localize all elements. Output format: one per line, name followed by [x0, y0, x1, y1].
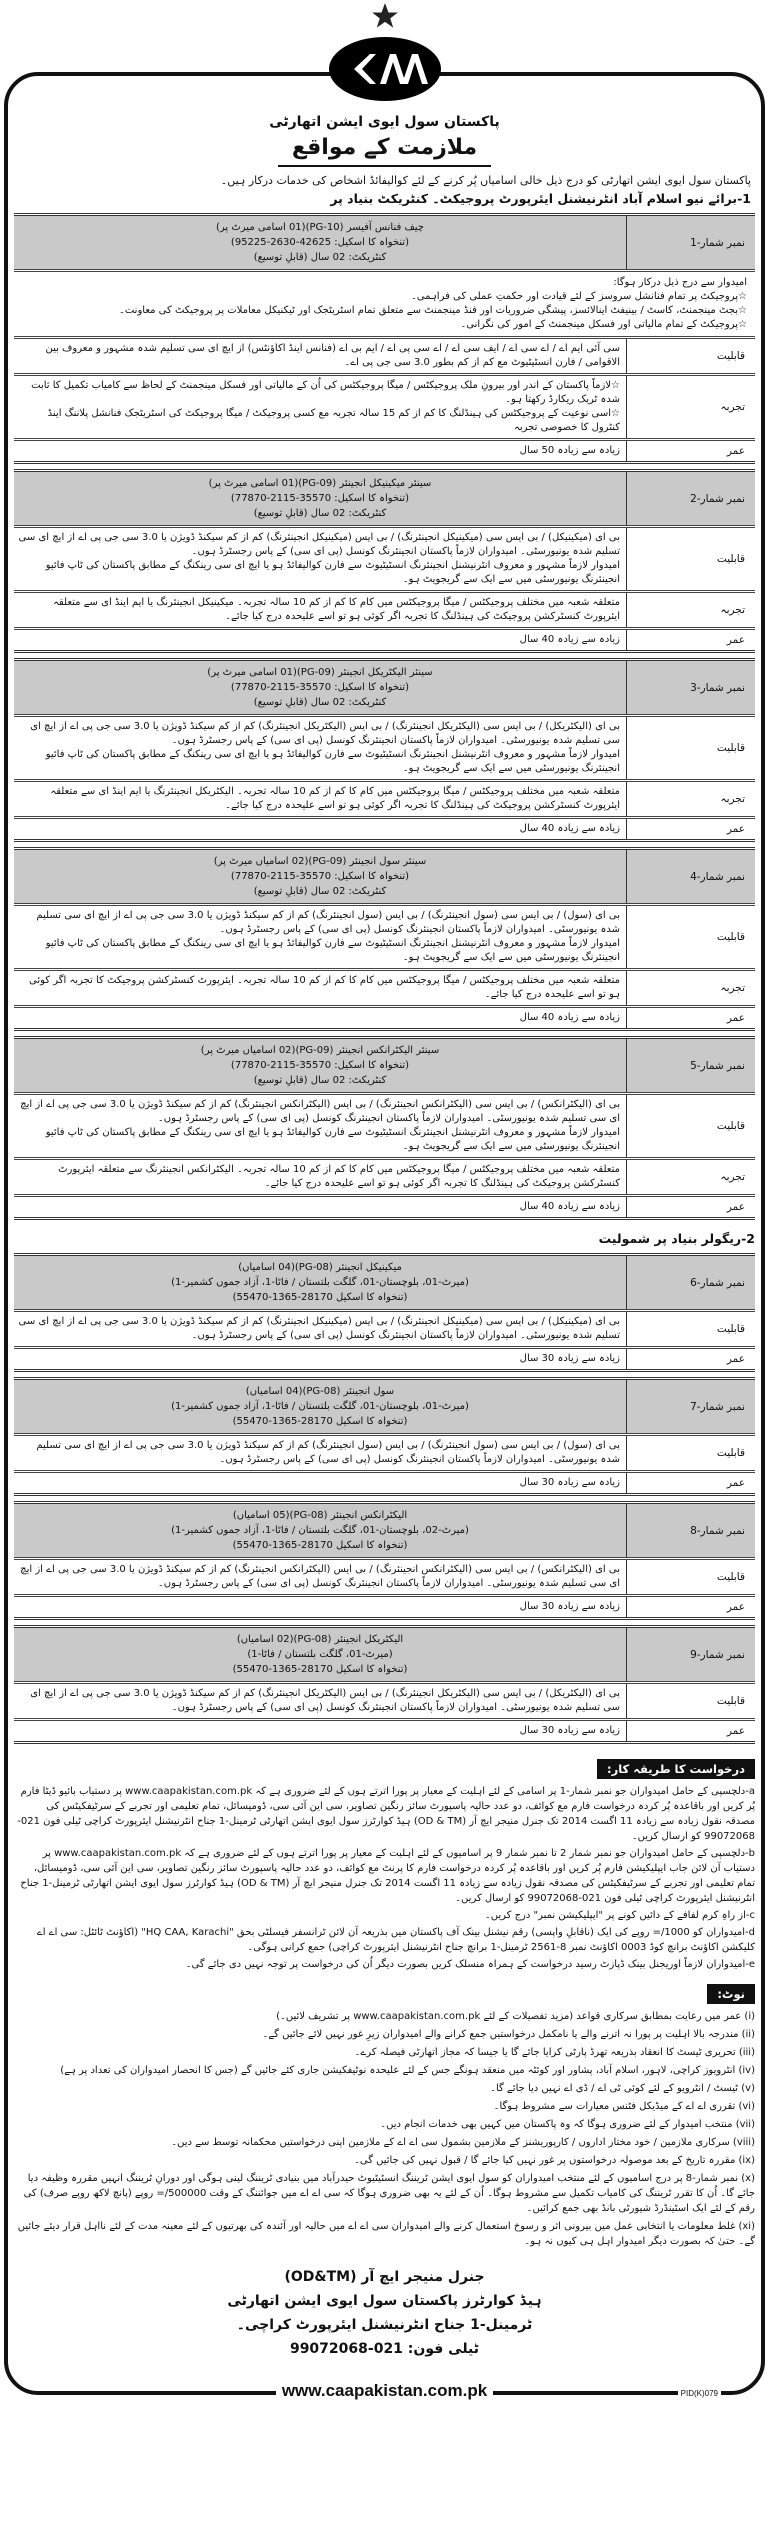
post-header: [14, 1256, 755, 1309]
notes-item: (vii) منتخب امیدوار کے لئے ضروری ہوگا کہ وہ پاکستان میں کہیں بھی خدمات انجام دیں۔: [380, 2119, 755, 2130]
qualification-row-value: [14, 1436, 626, 1470]
age-label: عمر: [626, 1008, 755, 1028]
qualification-label: قابلیت: [626, 717, 755, 779]
age-label: عمر: [626, 441, 755, 461]
qualification-row-line: سی آئی ایم اے / اے سی اے / ایف سی اے / اے سی پی اے / ایم بی اے (فنانس اینڈ اکاؤنٹس) از ایچ ای سی تسلیم شدہ مشہور و معروف بین الاقوامی / فارن انسٹیٹیوٹ مع کم از کم بطور 3.0 سی جی پی اے۔: [45, 343, 620, 368]
qualification-label: قابلیت: [626, 906, 755, 968]
age-value: زیادہ سے زیادہ 40 سال: [519, 1012, 620, 1023]
duty-line: امیدوار سے درج ذیل درکار ہوگا:: [613, 277, 747, 288]
post-header: [14, 1504, 755, 1557]
post-header-line: سول انجینئر (PG-08)(04 اسامیاں): [245, 1386, 395, 1397]
age-row: [14, 1470, 755, 1493]
post-header-line: (تنخواہ کا اسکیل 28170-1365-55470): [232, 1540, 408, 1551]
post-header-line: سینئر میکینیکل انجینئر (PG-09)(01 اسامی میرٹ پر): [208, 478, 432, 489]
post-number: نمبر شمار-9: [626, 1628, 755, 1681]
age-row: [14, 1005, 755, 1028]
content: [14, 213, 755, 2361]
post-header-value: [14, 216, 626, 269]
experience-label: تجربہ: [626, 971, 755, 1005]
organization-name: پاکستان سول ایوی ایشن اتھارٹی: [269, 114, 500, 130]
experience-label: تجربہ: [626, 1160, 755, 1194]
notes-item: (xi) غلط معلومات یا انتخابی عمل میں بیرونی اثر و رسوخ استعمال کرنے والے امیدواران سی اے اے میں حالیہ اور آئندہ کی بھرتیوں کے لئے معینہ مدت کے لئے نااہل قرار دیئے جائیں گے۔ حتیٰ کہ بصورت دیگر امیدوار اہل ہی کیوں نہ ہو۔: [17, 2221, 755, 2247]
job-post: [14, 1501, 755, 1620]
age-value: زیادہ سے زیادہ 30 سال: [519, 1477, 620, 1488]
qualification-row: [14, 1681, 755, 1718]
age-label: عمر: [626, 1473, 755, 1493]
qualification-label: قابلیت: [626, 1095, 755, 1157]
qualification-row-line: بی ای (الیکٹریکل) / بی ایس سی (الیکٹریکل انجینئرنگ) / بی ایس (الیکٹریکل انجینئرنگ) کم از کم سیکنڈ ڈویژن یا 3.0 سی جی پی اے از ایچ ای سی تسلیم شدہ یونیورسٹی۔ امیدواران لازماً پاکستان انجینئرنگ کونسل (پی ای سی) کے پاس رجسٹرڈ ہوں۔: [30, 1688, 620, 1713]
age-label: عمر: [626, 630, 755, 650]
post-header-line: (میرٹ-02، بلوچستان-01، گلگت بلتستان / فاٹا-1، آزاد جموں کشمیر-1): [171, 1525, 469, 1536]
age-label: عمر: [626, 1597, 755, 1617]
qualification-label: قابلیت: [626, 1312, 755, 1346]
post-header: [14, 216, 755, 269]
experience-row-value: [14, 1160, 626, 1194]
signature-line: ٹرمینل-1 جناح انٹرنیشنل ایئرپورٹ کراچی۔: [236, 2317, 533, 2333]
age-value: زیادہ سے زیادہ 40 سال: [519, 1201, 620, 1212]
post-header-line: (تنخواہ کا اسکیل: 35570-2115-77870): [230, 1060, 410, 1071]
post-header: [14, 1039, 755, 1092]
age-row: [14, 1718, 755, 1741]
experience-row-line: متعلقہ شعبہ میں مختلف پروجیکٹس / میگا پروجیکٹس میں کام کا کم از کم 10 سالہ تجربہ۔ الیکٹرانکس انجینئرنگ سے متعلقہ ایئرپورٹ کنسٹرکشن پروجیکٹ کی ہینڈلنگ کا تجربہ اگر کوئی ہو تو اسے علیحدہ درج کیا جائے۔: [58, 1164, 620, 1189]
notes-section: [14, 1974, 755, 2249]
star-icon: [371, 2, 399, 30]
notes-item: (i) عمر میں رعایت بمطابق سرکاری قواعد (مزید تفصیلات کے لئے www.caapakistan.com.pk پر تشریف لائیں۔): [276, 2011, 755, 2022]
section-2-title: 2-ریگولر بنیاد پر شمولیت: [598, 1231, 755, 1246]
post-header-line: چیف فنانس آفیسر (PG-10)(01 اسامی میرٹ پر): [215, 222, 424, 233]
post-header-line: الیکٹریکل انجینئر (PG-08)(02 اسامیاں): [236, 1634, 404, 1645]
intro-text: پاکستان سول ایوی ایشن اتھارٹی کو درج ذیل خالی اسامیاں پُر کرنے کے لئے کوالیفائڈ اشخاص کی خدمات درکار ہیں۔: [220, 174, 751, 187]
job-post: [14, 213, 755, 464]
post-header-line: (تنخواہ کا اسکیل: 35570-2115-77870): [230, 493, 410, 504]
experience-row-line: متعلقہ شعبہ میں مختلف پروجیکٹس / میگا پروجیکٹس میں کام کا کم از کم 10 سالہ تجربہ۔ ایئرپورٹ کنسٹرکشن پروجیکٹ کا تجربہ اگر کوئی ہو تو اسے علیحدہ درج کیا جائے۔: [28, 975, 620, 1000]
qualification-row-line: امیدوار لازماً مشہور و معروف انٹرنیشنل انجینئرنگ انسٹیٹیوٹ سے فارن کوالیفائڈ ہو یا ایچ ای سی رینکنگ کے مطابق پاکستان کی ٹاپ فائیو انجینئرنگ یونیورسٹی میں سے ایک سے گریجویٹ ہو۔: [45, 749, 620, 774]
job-post: [14, 1036, 755, 1220]
experience-row-line: متعلقہ شعبہ میں مختلف پروجیکٹس / میگا پروجیکٹس میں کام کا کم از کم 10 سالہ تجربہ۔ الیکٹریکل انجینئرنگ یا ایم اینڈ ای سے متعلقہ ایئرپورٹ کنسٹرکشن پروجیکٹ کی ہینڈلنگ کا تجربہ اگر کوئی ہو تو اسے علیحدہ درج کیا جائے۔: [50, 786, 620, 811]
experience-row: [14, 1157, 755, 1194]
qualification-row-line: بی ای (الیکٹرانکس) / بی ایس سی (الیکٹرانکس انجینئرنگ) / بی ایس (الیکٹرانکس انجینئرنگ) کم از کم سیکنڈ ڈویژن یا 3.0 سی جی پی اے از ایچ ای سی تسلیم شدہ یونیورسٹی۔ امیدواران لازماً پاکستان انجینئرنگ کونسل (پی ای سی) کے پاس رجسٹرڈ ہوں۔: [20, 1099, 620, 1124]
age-label: عمر: [626, 1349, 755, 1369]
qualification-row-value: [14, 906, 626, 968]
qualification-row-line: بی ای (سول) / بی ایس سی (سول انجینئرنگ) / بی ایس (سول انجینئرنگ) کم از کم سیکنڈ ڈویژن یا 3.0 سی جی پی اے از ایچ ای سی تسلیم شدہ یونیورسٹی۔ امیدواران لازماً پاکستان انجینئرنگ کونسل (پی ای سی) کے پاس رجسٹرڈ ہوں۔: [36, 1440, 620, 1465]
experience-row: [14, 779, 755, 816]
post-header-line: میکینیکل انجینئر (PG-08)(04 اسامیاں): [238, 1262, 402, 1273]
application-heading: درخواست کا طریقہ کار:: [597, 1759, 755, 1779]
experience-row: [14, 968, 755, 1005]
qualification-row-value: [14, 1684, 626, 1718]
age-row: [14, 1194, 755, 1217]
post-header-line: (میرٹ-01، گلگت بلتستان / فاٹا-1): [247, 1649, 393, 1660]
notes-item: (x) نمبر شمار-8 پر درج اسامیوں کے لئے منتخب امیدواران کو سول ایوی ایشن ٹریننگ انسٹیٹیوٹ حیدرآباد میں بنیادی ٹریننگ لینی ہوگی اور دورانِ ٹریننگ انہیں مقررہ وظیفہ دیا جائے گا۔ اُن کا تقرر ٹریننگ کی کامیاب تکمیل سے مشروط ہوگا۔ اُن کے لئے یہ بھی ضروری ہوگا کہ سی اے اے میں جوائننگ کے وقت 500000/= روپے (پانچ لاکھ روپے صرف) کی رقم کے لئے ایک اسٹینڈرڈ شیورٹی بانڈ بھی جمع کرائیں۔: [23, 2173, 755, 2214]
notes-item: (v) ٹیسٹ / انٹرویو کے لئے کوئی ٹی اے / ڈی اے نہیں دیا جائے گا۔: [490, 2083, 755, 2094]
qualification-row-line: امیدوار لازماً مشہور و معروف انٹرنیشنل انجینئرنگ انسٹیٹیوٹ سے فارن کوالیفائڈ ہو یا ایچ ای سی رینکنگ کے مطابق پاکستان کی ٹاپ فائیو انجینئرنگ یونیورسٹی میں سے ایک سے گریجویٹ ہو۔: [45, 560, 620, 585]
experience-row: [14, 590, 755, 627]
post-header-line: سینئر سول انجینئر (PG-09)(02 اسامیاں میرٹ پر): [213, 856, 427, 867]
post-header: [14, 1628, 755, 1681]
post-header-value: [14, 661, 626, 714]
qualification-label: قابلیت: [626, 1436, 755, 1470]
qualification-row-line: بی ای (الیکٹرانکس) / بی ایس سی (الیکٹرانکس انجینئرنگ) / بی ایس (الیکٹرانکس انجینئرنگ) کم از کم سیکنڈ ڈویژن یا 3.0 سی جی پی اے از ایچ ای سی تسلیم شدہ یونیورسٹی۔ امیدواران لازماً پاکستان انجینئرنگ کونسل (پی ای سی) کے پاس رجسٹرڈ ہوں۔: [20, 1564, 620, 1589]
post-header-value: [14, 472, 626, 525]
experience-row-value: [14, 782, 626, 816]
post-header-line: (میرٹ-01، بلوچستان-01، گلگت بلتستان / فاٹا-1، آزاد جموں کشمیر-1): [171, 1401, 469, 1412]
age-label: عمر: [626, 1197, 755, 1217]
qualification-row-line: بی ای (میکینیکل) / بی ایس سی (میکینیکل انجینئرنگ) / بی ایس (میکینیکل انجینئرنگ) کم از کم سیکنڈ ڈویژن یا 3.0 سی جی پی اے از ایچ ای سی تسلیم شدہ یونیورسٹی۔ امیدواران لازماً پاکستان انجینئرنگ کونسل (پی ای سی) کے پاس رجسٹرڈ ہوں۔: [18, 1316, 620, 1341]
post-header-line: (میرٹ-01، بلوچستان-01، گلگت بلتستان / فاٹا-1، آزاد جموں کشمیر-1): [171, 1277, 469, 1288]
age-value: زیادہ سے زیادہ 50 سال: [519, 445, 620, 456]
age-value: زیادہ سے زیادہ 40 سال: [519, 634, 620, 645]
post-header-line: کنٹریکٹ: 02 سال (قابلِ توسیع): [253, 886, 387, 897]
qualification-row: [14, 1557, 755, 1594]
duty-line: ☆پروجیکٹ پر تمام فنانشل سروسز کے لئے قیادت اور حکمتِ عملی کی فراہمی۔: [410, 291, 747, 302]
signature-line: ٹیلی فون: 021-99072068: [289, 2341, 480, 2357]
job-post: [14, 469, 755, 653]
application-item: d-امیدواران کو 1000/= روپے کی ایک (ناقابلِ واپسی) رقم نیشنل بینک آف پاکستان میں بذریعہ آن لائن ٹرانسفر فیسلٹی بحق "HQ CAA, Karachi" (اکاؤنٹ ٹائٹل: سی اے اے کلیکشن اکاؤنٹ برانچ کوڈ 0003 اکاؤنٹ نمبر 8-2561 ٹرمینل-1 برانچ جناح انٹرنیشنل ایئرپورٹ کراچی) جمع کرانی ہوگی۔: [36, 1927, 755, 1953]
post-header-value: [14, 850, 626, 903]
duties: [111, 272, 755, 336]
post-number: نمبر شمار-6: [626, 1256, 755, 1309]
age-label: عمر: [626, 819, 755, 839]
qualification-row: [14, 525, 755, 590]
notes-item: (viii) سرکاری ملازمین / خود مختار اداروں / کارپوریشنز کے ملازمین بشمول سی اے اے کے ملازمین اپنی درخواستیں محکمانہ توسط سے دیں۔: [171, 2137, 755, 2148]
page-title: [14, 132, 755, 167]
notes-item: (iii) تحریری ٹیسٹ کا انعقاد بذریعہ تھرڈ پارٹی کرایا جائے گا یا جیسا کہ مجاز اتھارٹی فیصلہ کرے۔: [354, 2047, 755, 2058]
post-number: نمبر شمار-8: [626, 1504, 755, 1557]
post-header-line: (تنخواہ کا اسکیل 28170-1365-55470): [232, 1292, 408, 1303]
job-post: [14, 847, 755, 1031]
age-row: [14, 816, 755, 839]
title-text: ملازمت کے مواقع: [278, 132, 491, 167]
qualification-row-line: بی ای (الیکٹریکل) / بی ایس سی (الیکٹریکل انجینئرنگ) / بی ایس (الیکٹریکل انجینئرنگ) کم از کم سیکنڈ ڈویژن یا 3.0 سی جی پی اے از ایچ ای سی تسلیم شدہ یونیورسٹی۔ امیدواران لازماً پاکستان انجینئرنگ کونسل (پی ای سی) کے پاس رجسٹرڈ ہوں۔: [30, 721, 620, 746]
age-value: زیادہ سے زیادہ 40 سال: [519, 823, 620, 834]
page-border: [4, 72, 765, 2400]
post-header-value: [14, 1628, 626, 1681]
qualification-row-line: بی ای (سول) / بی ایس سی (سول انجینئرنگ) / بی ایس (سول انجینئرنگ) کم از کم سیکنڈ ڈویژن یا 3.0 سی جی پی اے از ایچ ای سی تسلیم شدہ یونیورسٹی۔ امیدواران لازماً پاکستان انجینئرنگ کونسل (پی ای سی) کے پاس رجسٹرڈ ہوں۔: [36, 910, 620, 935]
qualification-label: قابلیت: [626, 528, 755, 590]
qualification-row-line: امیدوار لازماً مشہور و معروف انٹرنیشنل انجینئرنگ انسٹیٹیوٹ سے فارن کوالیفائڈ ہو یا ایچ ای سی رینکنگ کے مطابق پاکستان کی ٹاپ فائیو انجینئرنگ یونیورسٹی میں سے ایک سے گریجویٹ ہو۔: [45, 1127, 620, 1152]
qualification-row: [14, 1309, 755, 1346]
application-item: e-امیدواران لازماً اوریجنل بینک ڈپازٹ رسید درخواست کے ہمراہ منسلک کریں بصورت دیگر اُن کی درخواست پر توجہ نہیں دی جائے گی۔: [185, 1959, 755, 1970]
signature-line: ہیڈ کوارٹرز پاکستان سول ایوی ایشن اتھارٹی: [227, 2293, 542, 2309]
experience-row-value: [14, 376, 626, 438]
qualification-row-value: [14, 528, 626, 590]
post-header: [14, 1380, 755, 1433]
duty-line: ☆بجٹ مینجمنٹ، کاسٹ / بینیفٹ اینالائسز، پیشگی ضروریات اور فنڈ مینجمنٹ سے متعلق تمام اسٹریٹجک اور ٹیکنیکل معاملات پر پروجیکٹ کی معاونت۔: [118, 305, 747, 316]
age-row: [14, 438, 755, 461]
notes-item: (ix) مقررہ تاریخ کے بعد موصولہ درخواستوں پر غور نہیں کیا جائے گا / قبول نہیں کی جائیں گی۔: [354, 2155, 755, 2166]
qualification-row-value: [14, 1312, 626, 1346]
qualification-row: [14, 1433, 755, 1470]
qualification-row: [14, 336, 755, 373]
caa-logo: [328, 36, 442, 102]
post-header-line: کنٹریکٹ: 02 سال (قابلِ توسیع): [253, 508, 387, 519]
post-header-value: [14, 1504, 626, 1557]
post-header-line: (تنخواہ کا اسکیل 28170-1365-55470): [232, 1664, 408, 1675]
post-number: نمبر شمار-2: [626, 472, 755, 525]
qualification-row: [14, 1092, 755, 1157]
qualification-row: [14, 903, 755, 968]
post-header-line: الیکٹرانکس انجینئر (PG-08)(05 اسامیاں): [232, 1510, 408, 1521]
experience-label: تجربہ: [626, 782, 755, 816]
age-label: عمر: [626, 1721, 755, 1741]
application-item: c-از راہِ کرم لفافے کے دائیں کونے پر "ایپلیکیشن نمبر" درج کریں۔: [484, 1910, 755, 1921]
age-value: زیادہ سے زیادہ 30 سال: [519, 1725, 620, 1736]
age-value: زیادہ سے زیادہ 30 سال: [519, 1353, 620, 1364]
qualification-row-value: [14, 717, 626, 779]
qualification-label: قابلیت: [626, 1684, 755, 1718]
notes-item: (vi) تقرری اے اے کے میڈیکل فٹنس معیارات سے مشروط ہوگا۔: [493, 2101, 755, 2112]
age-value: زیادہ سے زیادہ 30 سال: [519, 1601, 620, 1612]
job-post: [14, 1377, 755, 1496]
post-header-line: (تنخواہ کا اسکیل: 42625-2630-95225): [230, 237, 410, 248]
qualification-row: [14, 714, 755, 779]
post-header-line: (تنخواہ کا اسکیل: 35570-2115-77870): [230, 871, 410, 882]
post-number: نمبر شمار-1: [626, 216, 755, 269]
post-number: نمبر شمار-3: [626, 661, 755, 714]
experience-row-value: [14, 593, 626, 627]
post-header-value: [14, 1039, 626, 1092]
qualification-row-line: امیدوار لازماً مشہور و معروف انٹرنیشنل انجینئرنگ انسٹیٹیوٹ سے فارن کوالیفائڈ ہو یا ایچ ای سی رینکنگ کے مطابق پاکستان کی ٹاپ فائیو انجینئرنگ یونیورسٹی میں سے ایک سے گریجویٹ ہو۔: [45, 938, 620, 963]
pid-code: PID(K)079: [678, 2389, 721, 2399]
application-section: [14, 1749, 755, 1972]
age-row: [14, 1346, 755, 1369]
experience-row: [14, 373, 755, 438]
post-header-line: (تنخواہ کا اسکیل 28170-1365-55470): [232, 1416, 408, 1427]
post-header-line: سینئر الیکٹرانکس انجینئر (PG-09)(02 اسامیاں میرٹ پر): [200, 1045, 440, 1056]
experience-row-line: ☆لازماً پاکستان کے اندر اور بیرونِ ملک پروجیکٹس / میگا پروجیکٹس کی اُن کے مالیاتی اور فسکل مینجمنٹ کے لحاظ سے کامیاب تکمیل کا ثابت شدہ ٹریک ریکارڈ رکھتا ہو۔: [31, 380, 620, 405]
post-number: نمبر شمار-5: [626, 1039, 755, 1092]
experience-label: تجربہ: [626, 376, 755, 438]
signature-line: جنرل منیجر ایچ آر (OD&TM): [284, 2269, 485, 2285]
footer-website: [8, 2381, 761, 2404]
qualification-row-value: [14, 339, 626, 373]
post-header-line: کنٹریکٹ: 02 سال (قابلِ توسیع): [253, 252, 387, 263]
application-item: b-دلچسپی کے حامل امیدواران جو نمبر شمار 2 تا نمبر شمار 9 پر اسامیوں کے لئے اہلیت کے معیار پر پورا اترتے ہوں کے لئے ضروری ہے کہ www.caapakistan.com.pk پر دستیاب آن لائن جاب ایپلیکیشن فارم پُر کریں اور باقاعدہ پُر کردہ درخواست فارم کا پرنٹ مع کوائف، دو عدد حالیہ پاسپورٹ سائز رنگین تصاویر، سی این آئی سی، ڈومیسائل، تمام تعلیمی اور تجربے کے سرٹیفکیٹس کی مصدقہ نقول زیادہ سے زیادہ 11 اگست 2014 تک جنرل منیجر ایچ آر (OD & TM) ہیڈ کوارٹرز سول ایوی ایشن اتھارٹی ٹرمینل-1 جناح انٹرنیشنل ایئرپورٹ کراچی ٹیلی فون 021-99072068 کو ارسال کریں۔: [20, 1848, 755, 1904]
post-header: [14, 661, 755, 714]
post-header-line: (تنخواہ کا اسکیل: 35570-2115-77870): [230, 682, 410, 693]
notes-heading: نوٹ:: [707, 1984, 755, 2004]
experience-row-line: ☆اسی نوعیت کے پروجیکٹس کی ہینڈلنگ کا کم از کم 15 سالہ تجربہ مع کسی پروجیکٹ / میگا پروجیکٹ کی اسٹریٹجک فنانشل پلاننگ اینڈ کنٹرول کا خصوصی تجربہ: [47, 408, 620, 433]
post-number: نمبر شمار-7: [626, 1380, 755, 1433]
post-header-value: [14, 1380, 626, 1433]
signature-block: [14, 2265, 755, 2361]
qualification-label: قابلیت: [626, 1560, 755, 1594]
post-header: [14, 472, 755, 525]
experience-row-line: متعلقہ شعبہ میں مختلف پروجیکٹس / میگا پروجیکٹس میں کام کا کم از کم 10 سالہ تجربہ۔ میکینیکل انجینئرنگ یا ایم اینڈ ای سے متعلقہ ایئرپورٹ کنسٹرکشن پروجیکٹ کی ہینڈلنگ کا تجربہ اگر کوئی ہو تو اسے علیحدہ درج کیا جائے۔: [53, 597, 620, 622]
job-post: [14, 658, 755, 842]
post-header-line: کنٹریکٹ: 02 سال (قابلِ توسیع): [253, 1075, 387, 1086]
qualification-row-value: [14, 1095, 626, 1157]
job-post: [14, 1253, 755, 1372]
duty-line: ☆پروجیکٹ کے تمام مالیاتی اور فسکل مینجمنٹ کے امور کی نگرانی۔: [460, 319, 747, 330]
job-post: [14, 1625, 755, 1744]
website-link[interactable]: www.caapakistan.com.pk: [276, 2381, 493, 2400]
post-header-value: [14, 1256, 626, 1309]
post-number: نمبر شمار-4: [626, 850, 755, 903]
duties-row: [14, 269, 755, 336]
post-header-line: سینئر الیکٹریکل انجینئر (PG-09)(01 اسامی میرٹ پر): [207, 667, 433, 678]
section-1-title: 1-برائے نیو اسلام آباد انٹرنیشنل ایئرپورٹ پروجیکٹ۔ کنٹریکٹ بنیاد پر: [330, 191, 751, 206]
qualification-label: قابلیت: [626, 339, 755, 373]
post-header-line: کنٹریکٹ: 02 سال (قابلِ توسیع): [253, 697, 387, 708]
qualification-row-line: بی ای (میکینیکل) / بی ایس سی (میکینیکل انجینئرنگ) / بی ایس (میکینیکل انجینئرنگ) کم از کم سیکنڈ ڈویژن یا 3.0 سی جی پی اے از ایچ ای سی تسلیم شدہ یونیورسٹی۔ امیدواران لازماً پاکستان انجینئرنگ کونسل (پی ای سی) کے پاس رجسٹرڈ ہوں۔: [18, 532, 620, 557]
experience-label: تجربہ: [626, 593, 755, 627]
application-item: a-دلچسپی کے حامل امیدواران جو نمبر شمار-1 پر اسامی کے لئے اہلیت کے معیار پر پورا اترتے ہوں کے لئے ضروری ہے کہ www.caapakistan.com.pk پر دستیاب بائیو ڈیٹا فارم پُر کریں اور باقاعدہ پُر کردہ درخواست فارم مع کوائف، دو عدد حالیہ پاسپورٹ سائز رنگین تصاویر، سی این آئی سی، ڈومیسائل، تمام تعلیمی اور تجربے کے سرٹیفکیٹس کی مصدقہ نقول زیادہ سے زیادہ 11 اگست 2014 تک جنرل منیجر ایچ آر (OD & TM) ہیڈ کوارٹرز سول ایوی ایشن اتھارٹی ٹرمینل-1 جناح انٹرنیشنل ایئرپورٹ کراچی ٹیلی فون 021-99072068 کو ارسال کریں۔: [17, 1786, 755, 1842]
qualification-row-value: [14, 1560, 626, 1594]
age-row: [14, 1594, 755, 1617]
notes-item: (ii) مندرجہ بالا اہلیت پر پورا نہ اترنے والے یا نامکمل درخواستیں جمع کرانے والے امیدواران زیرِ غور نہیں لائے جائیں گے۔: [262, 2029, 755, 2040]
age-row: [14, 627, 755, 650]
experience-row-value: [14, 971, 626, 1005]
notes-item: (iv) انٹرویوز کراچی، لاہور، اسلام آباد، پشاور اور کوئٹہ میں منعقد ہونگے جس کے لئے علیحدہ نوٹیفکیشن جاری کئے جائیں گے (جس کا انحصار امیدواران کی تعداد پر ہے): [60, 2065, 755, 2076]
post-header: [14, 850, 755, 903]
